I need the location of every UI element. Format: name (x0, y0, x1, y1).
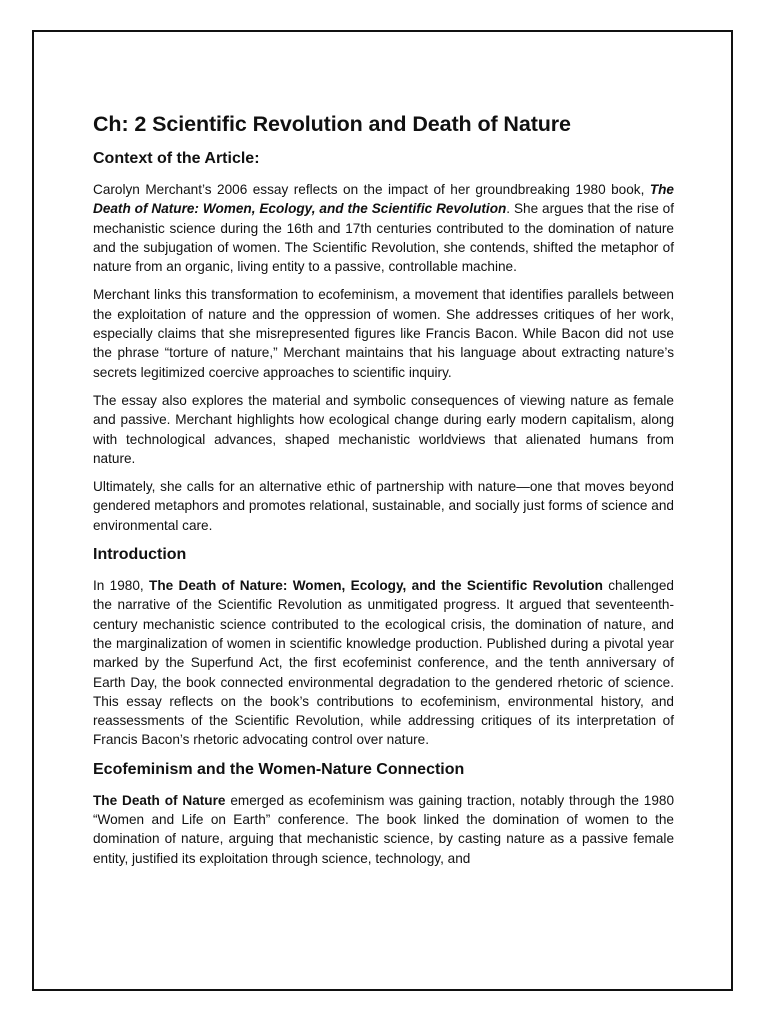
document-body (93, 110, 674, 868)
ecofeminism-text: emerged as ecofeminism was gaining traction, notably through the 1980 “Women and Life on Earth” conference. The book linked the domination of women to the domination of nature, arguing that mechanistic science, by casting nature as a passive female entity, justified its exploitation through science, technology, and (93, 792, 675, 866)
context-p1-text-after: . She argues that the rise of mechanistic science during the 16th and 17th centuries contributed to the domination of nature and the subjugation of women. The Scientific Revolution, she contends, shifted the metaphor of nature from an organic, living entity to a passive, controllable machine. (93, 201, 674, 275)
book-title-italic: The Death of Nature: Women, Ecology, and the Scientific Revolution (93, 182, 674, 217)
intro-text-before: In 1980, (93, 578, 150, 594)
ecofeminism-heading: Ecofeminism and the Women-Nature Connection (93, 760, 465, 778)
intro-text-after: challenged the narrative of the Scientific Revolution as unmitigated progress. It argued that seventeenth-century mechanistic science contributed to the ecological crisis, the domination of nature, and the marginalization of women in scientific knowledge production. Published during a pivotal year marked by the Superfund Act, the first ecofeminist conference, and the tenth anniversary of Earth Day, the book connected environmental degradation to the gendered rhetoric of science. This essay reflects on the book’s contributions to ecofeminism, environmental history, and reassessments of the Scientific Revolution, while addressing critiques of its interpretation of Francis Bacon’s rhetoric advocating control over nature. (93, 578, 674, 748)
book-title-short: The Death of Nature (93, 792, 226, 808)
introduction-paragraph (93, 576, 674, 750)
ecofeminism-paragraph (93, 791, 674, 868)
context-paragraph-3: The essay also explores the material and symbolic consequences of viewing nature as female and passive. Merchant highlights how ecological change during early modern capitalism, along with technological advances, shaped mechanistic worldviews that alienated humans from nature. (93, 392, 674, 466)
introduction-heading: Introduction (93, 546, 187, 564)
context-paragraph-1 (93, 180, 674, 276)
book-title-bold: The Death of Nature: Women, Ecology, and the Scientific Revolution (149, 578, 603, 594)
context-p1-text-before: Carolyn Merchant’s 2006 essay reflects on the impact of her groundbreaking 1980 book, (93, 182, 650, 197)
chapter-title: Ch: 2 Scientific Revolution and Death of Nature (93, 112, 571, 136)
context-paragraph-4: Ultimately, she calls for an alternative ethic of partnership with nature—one that moves beyond gendered metaphors and promotes relational, sustainable, and socially just forms of science and environmental care. (93, 479, 674, 533)
context-heading: Context of the Article: (93, 150, 260, 167)
context-paragraph-2: Merchant links this transformation to ecofeminism, a movement that identifies parallels between the exploitation of nature and the oppression of women. She addresses critiques of her work, especially claims that she misrepresented figures like Francis Bacon. While Bacon did not use the phrase “torture of nature,” Merchant maintains that his language about extracting nature’s secrets legitimized coercive approaches to scientific inquiry. (93, 287, 674, 380)
